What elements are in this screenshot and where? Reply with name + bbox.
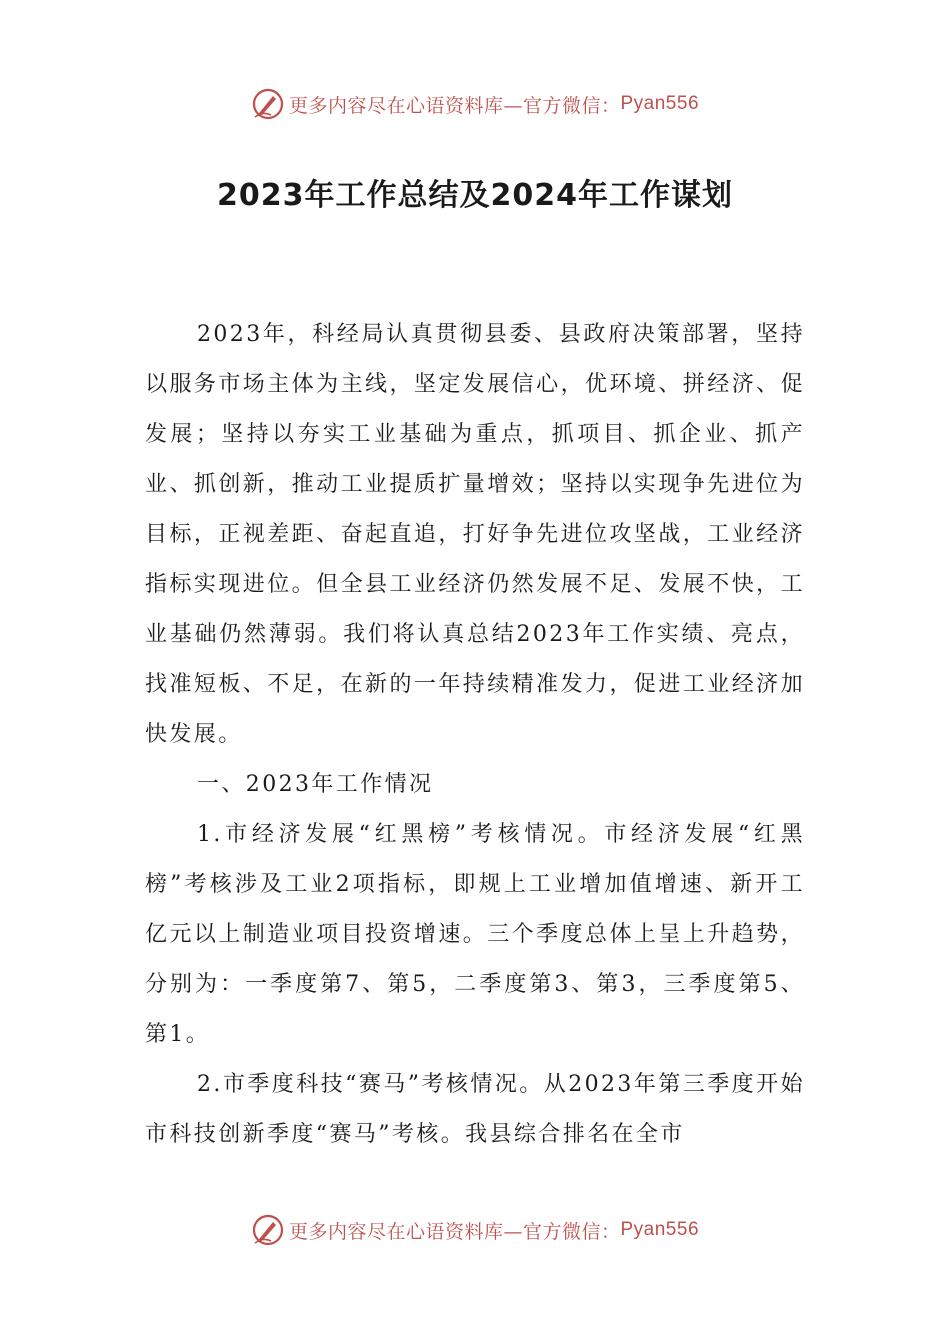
paragraph-item-1: 1.市经济发展“红黑榜”考核情况。市经济发展“红黑榜”考核涉及工业2项指标，即规上工业增加值增速、新开工亿元以上制造业项目投资增速。三个季度总体上呈上升趋势，分别为：一季度第7、第5，二季度第3、第3，三季度第5、第1。 [145,822,805,1047]
document-title: 2023年工作总结及2024年工作谋划 [217,178,733,213]
document-body [145,310,805,1160]
paragraph-intro: 2023年，科经局认真贯彻县委、县政府决策部署，坚持以服务市场主体为主线，坚定发展信心，优环境、拼经济、促发展；坚持以夯实工业基础为重点，抓项目、抓企业、抓产业、抓创新，推动工业提质扩量增效；坚持以实现争先进位为目标，正视差距、奋起直追，打好争先进位攻坚战，工业经济指标实现进位。但全县工业经济仍然发展不足、发展不快，工业基础仍然薄弱。我们将认真总结2023年工作实绩、亮点，找准短板、不足，在新的一年持续精准发力，促进工业经济加快发展。 [145,322,805,747]
watermark-footer [0,1210,950,1250]
pen-logo-icon [251,87,285,121]
watermark-wechat-id: Pyan556 [620,93,700,114]
watermark-wechat-id: Pyan556 [620,1219,700,1240]
watermark-text: 更多内容尽在心语资料库—官方微信： [288,94,621,117]
paragraph-item-2: 2.市季度科技“赛马”考核情况。从2023年第三季度开始市科技创新季度“赛马”考核。我县综合排名在全市 [145,1072,805,1147]
watermark-header [0,84,950,124]
watermark-text: 更多内容尽在心语资料库—官方微信： [288,1220,621,1243]
section-heading: 一、2023年工作情况 [197,772,434,797]
pen-logo-icon [251,1213,285,1247]
